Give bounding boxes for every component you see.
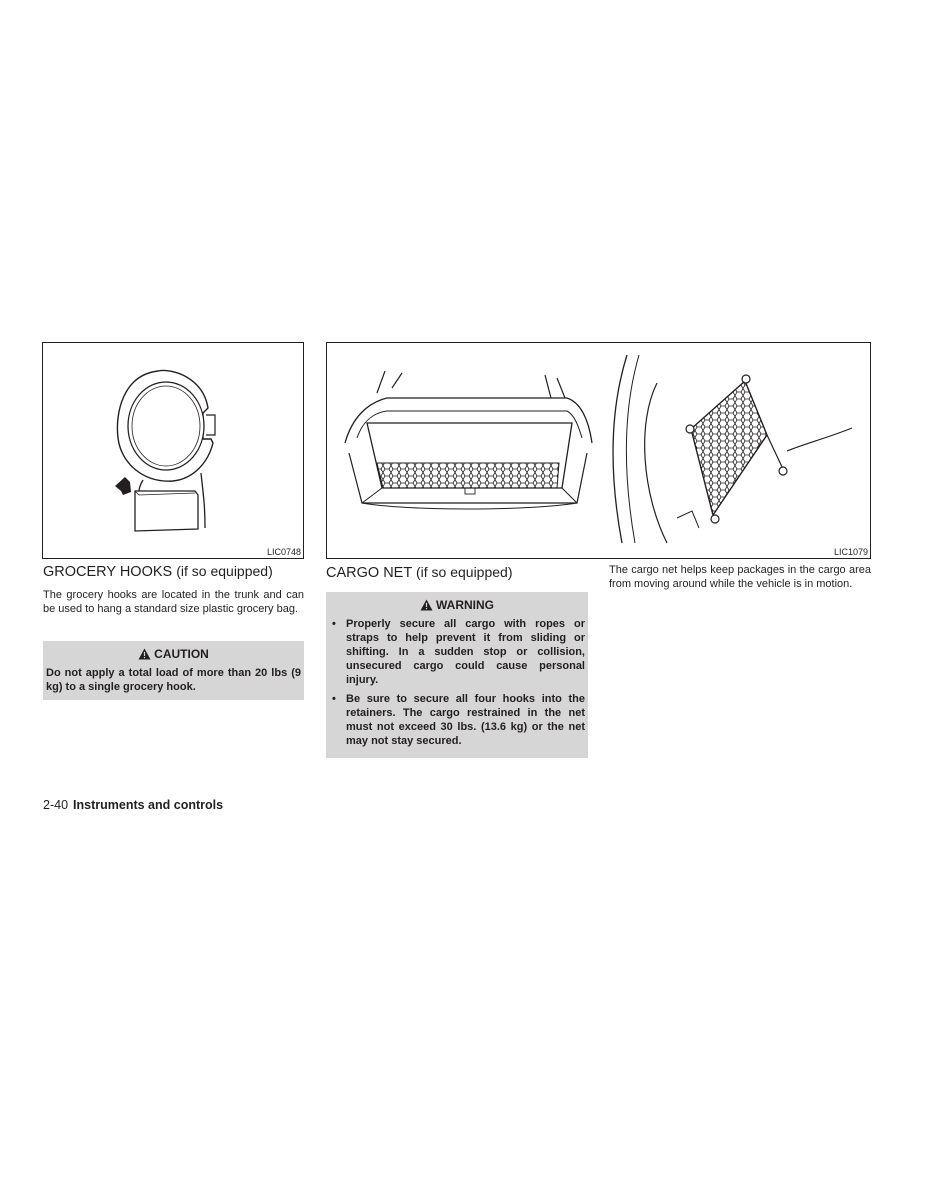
section-title: Instruments and controls [73, 798, 224, 812]
warning-triangle-icon [138, 648, 151, 660]
bullet-icon: • [332, 618, 336, 630]
page-footer [43, 798, 223, 812]
warning-box [326, 592, 588, 758]
caution-text: Do not apply a total load of more than 20 lbs (9 kg) to a single grocery hook. [46, 667, 301, 693]
heading-title: CARGO NET [326, 565, 412, 581]
figure-code: LIC0748 [266, 547, 301, 557]
grocery-hook-icon [43, 343, 303, 558]
warning-label: WARNING [436, 597, 494, 612]
warning-item [329, 617, 585, 687]
grocery-hooks-body: The grocery hooks are located in the trunk and can be used to hang a standard size plastic grocery bag. [43, 589, 304, 616]
cargo-net-icon [327, 343, 870, 558]
warning-triangle-icon [420, 599, 433, 611]
grocery-hook-figure [42, 342, 304, 559]
heading-title: GROCERY HOOKS [43, 564, 173, 580]
warning-item-text: Be sure to secure all four hooks into the retainers. The cargo restrained in the net must not exceed 30 lbs. (13.6 kg) or the net may not stay secured. [346, 693, 585, 747]
warning-list [329, 617, 585, 748]
warning-item [329, 692, 585, 748]
caution-label: CAUTION [154, 646, 209, 661]
figure-code: LIC1079 [833, 547, 868, 557]
cargo-net-heading [326, 564, 513, 581]
heading-suffix: (if so equipped) [176, 563, 273, 579]
warning-body [326, 613, 588, 757]
cargo-net-figure [326, 342, 871, 559]
warning-header [326, 592, 588, 613]
cargo-net-body: The cargo net helps keep packages in the cargo area from moving around while the vehicle is in motion. [609, 564, 871, 591]
bullet-icon: • [332, 693, 336, 705]
caution-box [43, 641, 304, 700]
page-number: 2-40 [43, 798, 69, 812]
warning-item-text: Properly secure all cargo with ropes or straps to help prevent it from sliding or shifting. In a sudden stop or collision, unsecured cargo could cause personal injury. [346, 618, 585, 686]
caution-header [43, 641, 304, 662]
grocery-hooks-heading [43, 563, 273, 580]
heading-suffix: (if so equipped) [415, 564, 513, 580]
